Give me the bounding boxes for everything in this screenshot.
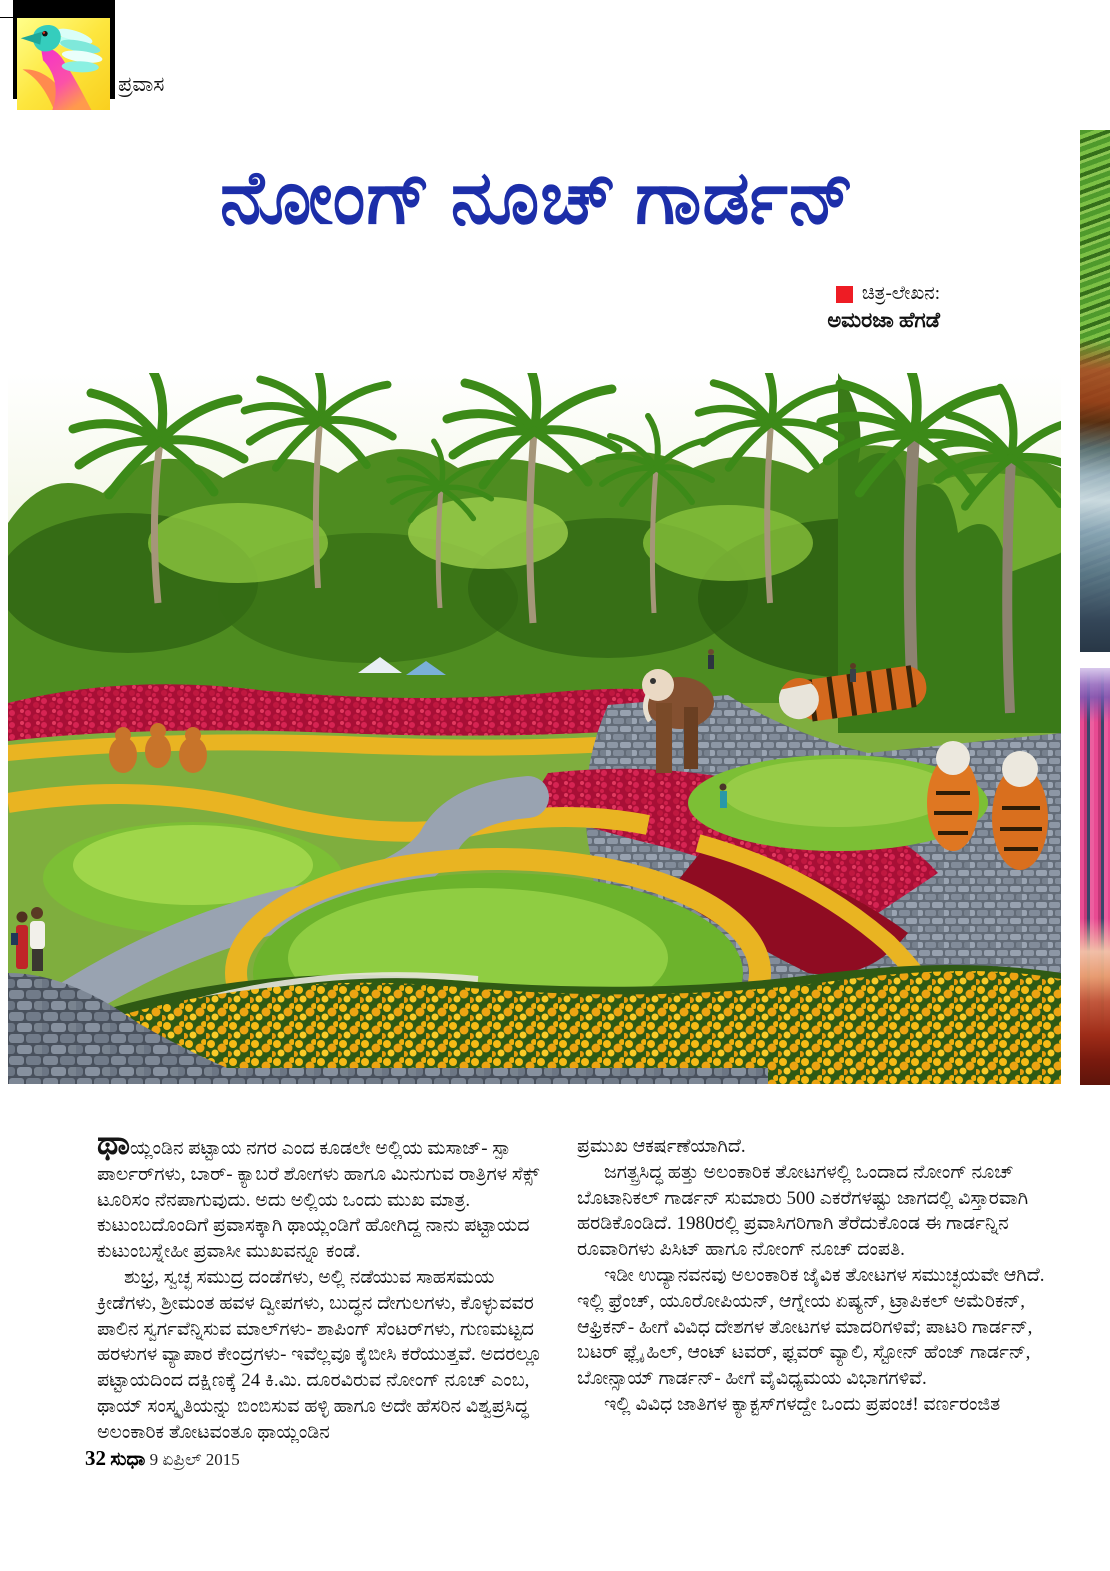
- paragraph-text: ಯ್ಲಂಡಿನ ಪಟ್ಟಾಯ ನಗರ ಎಂದ ಕೂಡಲೇ ಅಲ್ಲಿಯ ಮಸಾಜ್- ಸ್ಪಾ ಪಾರ್ಲರ್‌ಗಳು, ಬಾರ್- ಕ್ಯಾಬರೆ ಶೋಗಳು ಹಾಗೂ ಮಿನುಗುವ ರಾತ್ರಿಗಳ ಸೆಕ್ಸ್ ಟೂರಿಸಂ ನೆನಪಾಗುವುದು. ಅದು ಅಲ್ಲಿಯ ಒಂದು ಮುಖ ಮಾತ್ರ. ಕುಟುಂಬದೊಂದಿಗೆ ಪ್ರವಾಸಕ್ಕಾಗಿ ಥಾಯ್ಲಂಡಿಗೆ ಹೋಗಿದ್ದ ನಾನು ಪಟ್ಟಾಯದ ಕುಟುಂಬಸ್ನೇಹೀ ಪ್ರವಾಸೀ ಮುಖವನ್ನೂ ಕಂಡೆ.: [97, 1138, 540, 1263]
- page-footer: [85, 1446, 240, 1471]
- dropcap: ಥಾ: [97, 1126, 130, 1162]
- paragraph-text: ಇಡೀ ಉದ್ಯಾನವನವು ಅಲಂಕಾರಿಕ ಜೈವಿಕ ತೋಟಗಳ ಸಮುಚ್ಛಯವೇ ಆಗಿದೆ. ಇಲ್ಲಿ ಫ್ರೆಂಚ್, ಯೂರೋಪಿಯನ್, ಆಗ್ನೇಯ ಏಷ್ಯನ್, ಟ್ರಾಪಿಕಲ್ ಅಮೆರಿಕನ್, ಆಫ್ರಿಕನ್- ಹೀಗೆ ವಿವಿಧ ದೇಶಗಳ ತೋಟಗಳ ಮಾದರಿಗಳಿವೆ; ಪಾಟರಿ ಗಾರ್ಡನ್, ಬಟರ್ ಫ್ಲೈ ಹಿಲ್, ಆಂಟ್ ಟವರ್, ಫ್ಲವರ್ ವ್ಯಾಲಿ, ಸ್ಟೋನ್ ಹೆಂಜ್ ಗಾರ್ಡನ್, ಬೋನ್ಸಾಯ್ ಗಾರ್ಡನ್- ಹೀಗೆ ವೈವಿಧ್ಯಮಯ ವಿಭಾಗಗಳಿವೆ.: [577, 1264, 1045, 1390]
- paragraph: [577, 1263, 1047, 1392]
- bird-icon: [17, 18, 110, 110]
- section-label: ಪ್ರವಾಸ: [118, 72, 165, 96]
- paragraph: [97, 1265, 555, 1446]
- paragraph-text: ಇಲ್ಲಿ ವಿವಿಧ ಜಾತಿಗಳ ಕ್ಯಾಕ್ಟಸ್‌ಗಳದ್ದೇ ಒಂದು ಪ್ರಪಂಚ! ವರ್ಣರಂಜಿತ: [604, 1393, 1001, 1415]
- paragraph-text: ಶುಭ್ರ, ಸ್ವಚ್ಛ ಸಮುದ್ರ ದಂಡೆಗಳು, ಅಲ್ಲಿ ನಡೆಯುವ ಸಾಹಸಮಯ ಕ್ರೀಡೆಗಳು, ಶ್ರೀಮಂತ ಹವಳ ದ್ವೀಪಗಳು, ಬುದ್ಧನ ದೇಗುಲಗಳು, ಕೊಳ್ಳುವವರ ಪಾಲಿನ ಸ್ವರ್ಗವೆನ್ನಿಸುವ ಮಾಲ್‌ಗಳು- ಶಾಪಿಂಗ್ ಸೆಂಟರ್‌ಗಳು, ಗುಣಮಟ್ಟದ ಹರಳುಗಳ ವ್ಯಾಪಾರ ಕೇಂದ್ರಗಳು- ಇವೆಲ್ಲವೂ ಕೈಬೀಸಿ ಕರೆಯುತ್ತವೆ. ಅದರಲ್ಲೂ ಪಟ್ಟಾಯದಿಂದ ದಕ್ಷಿಣಕ್ಕೆ 24 ಕಿ.ಮಿ. ದೂರವಿರುವ ನೋಂಗ್ ನೂಚ್ ಎಂಬ, ಥಾಯ್ ಸಂಸ್ಕೃತಿಯನ್ನು ಬಿಂಬಿಸುವ ಹಳ್ಳಿ ಹಾಗೂ ಅದೇ ಹೆಸರಿನ ವಿಶ್ವಪ್ರಸಿದ್ಧ ಅಲಂಕಾರಿಕ ತೋಟವಂತೂ ಥಾಯ್ಲಂಡಿನ: [97, 1266, 543, 1443]
- bonsai-garden-edge-photo: [1080, 130, 1110, 652]
- cultural-show-edge-photo: [1080, 668, 1110, 1085]
- byline-bullet-icon: [836, 286, 853, 303]
- magazine-name: ಸುಧಾ: [110, 1449, 146, 1470]
- paragraph-text: ಪ್ರಮುಖ ಆಕರ್ಷಣೆಯಾಗಿದೆ.: [577, 1136, 746, 1157]
- byline-author: ಅಮರಜಾ ಹೆಗಡೆ: [827, 308, 940, 332]
- paragraph: [577, 1160, 1047, 1263]
- byline-label: ಚಿತ್ರ-ಲೇಖನ:: [861, 283, 940, 304]
- paragraph-text: ಜಗತ್ಪ್ರಸಿದ್ಧ ಹತ್ತು ಅಲಂಕಾರಿಕ ತೋಟಗಳಲ್ಲಿ ಒಂದಾದ ನೋಂಗ್ ನೂಚ್ ಬೊಟಾನಿಕಲ್ ಗಾರ್ಡನ್ ಸುಮಾರು 500 ಎಕರೆಗಳಷ್ಟು ಜಾಗದಲ್ಲಿ ವಿಸ್ತಾರವಾಗಿ ಹರಡಿಕೊಂಡಿದೆ. 1980ರಲ್ಲಿ ಪ್ರವಾಸಿಗರಿಗಾಗಿ ತೆರೆದುಕೊಂಡ ಈ ಗಾರ್ಡನ್ನಿನ ರೂವಾರಿಗಳು ಪಿಸಿಟ್ ಹಾಗೂ ನೋಂಗ್ ನೂಚ್ ದಂಪತಿ.: [577, 1161, 1029, 1261]
- corner-rule: [0, 17, 13, 18]
- article-title: ನೋಂಗ್ ನೂಚ್ ಗಾರ್ಡನ್: [219, 158, 856, 240]
- body-column-1: [97, 1126, 555, 1446]
- paragraph: [97, 1126, 555, 1265]
- garden-panorama-photo: [8, 373, 1061, 1084]
- body-column-2: [577, 1134, 1047, 1418]
- page-number: 32: [85, 1446, 106, 1470]
- paragraph: [577, 1392, 1047, 1418]
- byline: [827, 283, 940, 333]
- issue-date: 9 ಏಪ್ರಿಲ್ 2015: [149, 1450, 240, 1469]
- paragraph: [577, 1134, 1047, 1160]
